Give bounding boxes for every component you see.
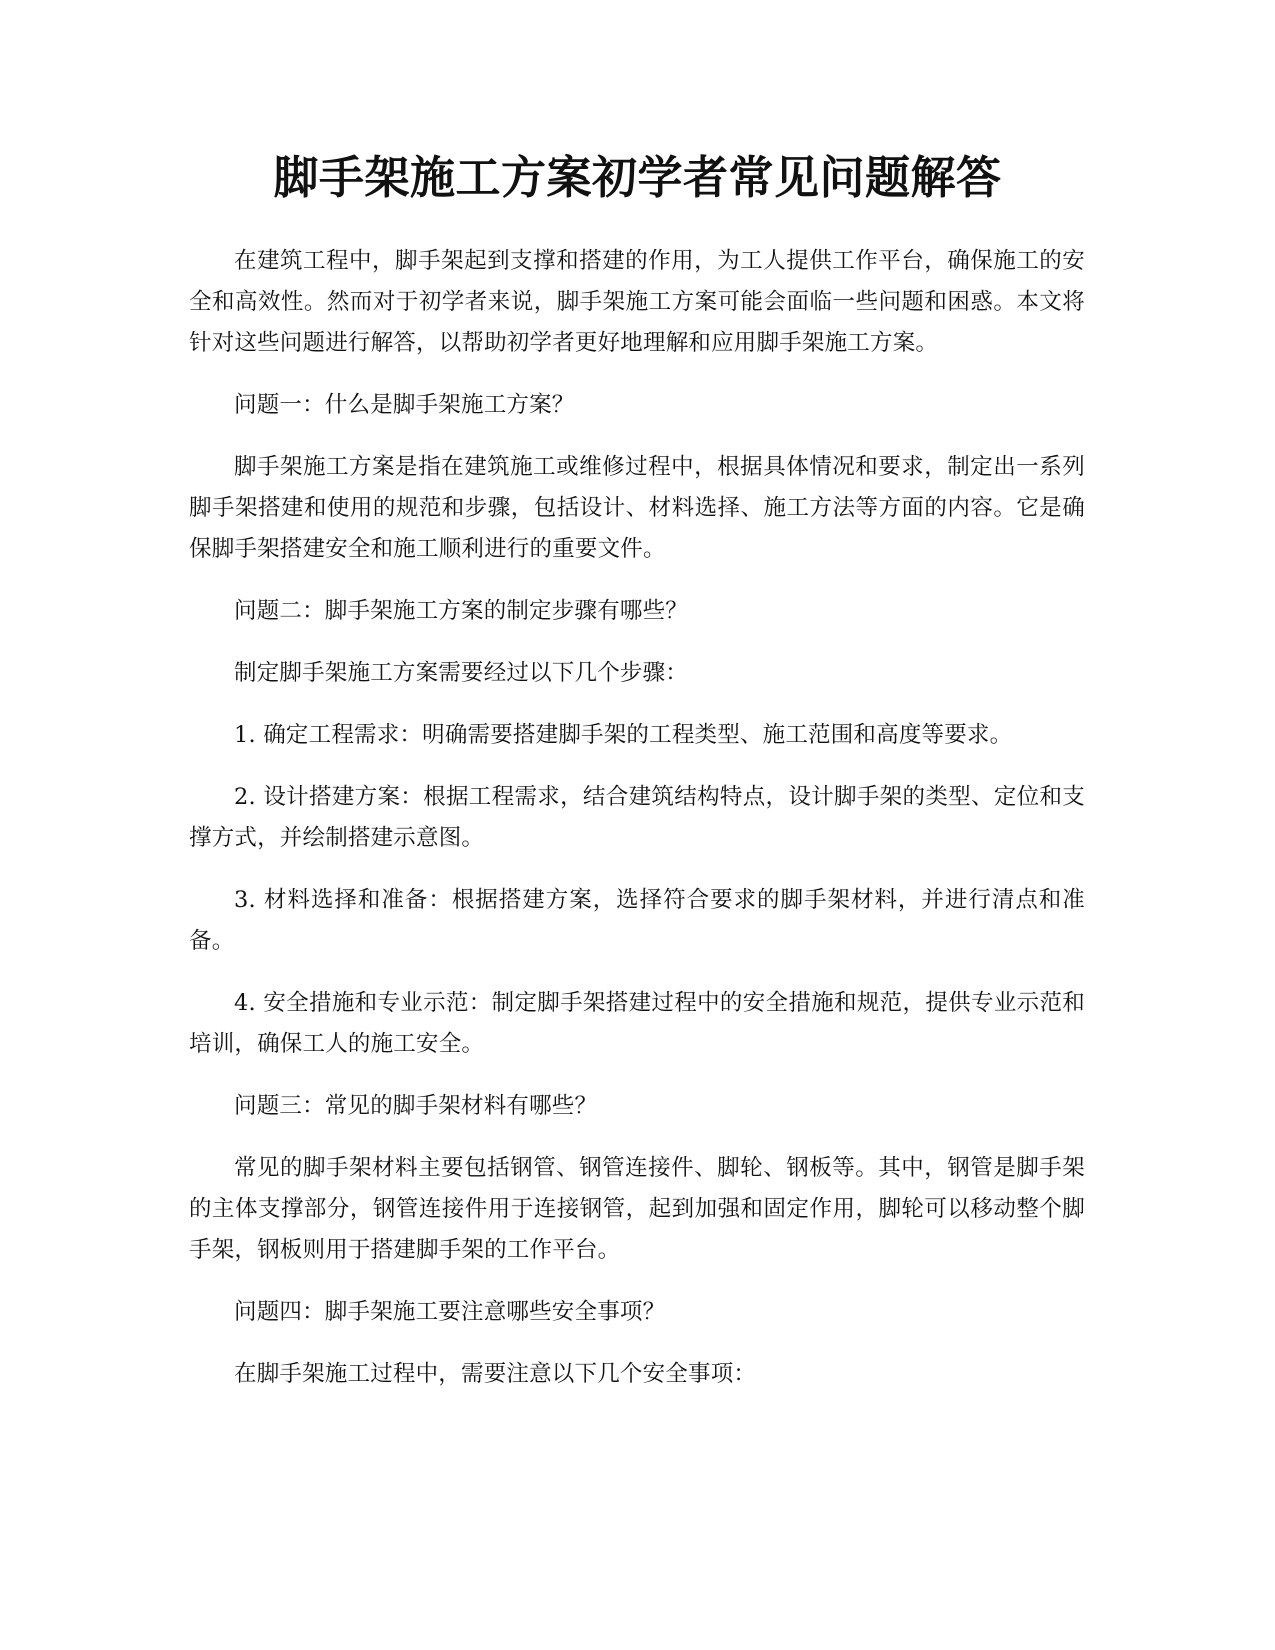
- answer-4-intro: 在脚手架施工过程中，需要注意以下几个安全事项：: [234, 1361, 757, 1387]
- answer-2-intro: 制定脚手架施工方案需要经过以下几个步骤：: [234, 660, 689, 686]
- answer-1-paragraph: 脚手架施工方案是指在建筑施工或维修过程中，根据具体情况和要求，制定出一系列脚手架搭建和使用的规范和步骤，包括设计、材料选择、施工方法等方面的内容。它是确保脚手架搭建安全和施工顺利进行的重要文件。: [189, 454, 1085, 562]
- question-2-heading: 问题二：脚手架施工方案的制定步骤有哪些？: [234, 598, 689, 624]
- document-title: 脚手架施工方案初学者常见问题解答: [273, 151, 1002, 204]
- question-3-heading: 问题三：常见的脚手架材料有哪些？: [234, 1093, 598, 1119]
- step-1-item: 1. 确定工程需求：明确需要搭建脚手架的工程类型、施工范围和高度等要求。: [234, 722, 1013, 748]
- step-4-item: 4. 安全措施和专业示范：制定脚手架搭建过程中的安全措施和规范，提供专业示范和培训，确保工人的施工安全。: [189, 990, 1085, 1057]
- step-3-item: 3. 材料选择和准备：根据搭建方案，选择符合要求的脚手架材料，并进行清点和准备。: [189, 887, 1085, 954]
- question-4-heading: 问题四：脚手架施工要注意哪些安全事项？: [234, 1299, 666, 1325]
- answer-3-paragraph: 常见的脚手架材料主要包括钢管、钢管连接件、脚轮、钢板等。其中，钢管是脚手架的主体支撑部分，钢管连接件用于连接钢管，起到加强和固定作用，脚轮可以移动整个脚手架，钢板则用于搭建脚手架的工作平台。: [189, 1155, 1085, 1263]
- document-body: [189, 241, 1085, 1416]
- intro-paragraph: 在建筑工程中，脚手架起到支撑和搭建的作用，为工人提供工作平台，确保施工的安全和高效性。然而对于初学者来说，脚手架施工方案可能会面临一些问题和困惑。本文将针对这些问题进行解答，以帮助初学者更好地理解和应用脚手架施工方案。: [189, 248, 1085, 356]
- step-2-item: 2. 设计搭建方案：根据工程需求，结合建筑结构特点，设计脚手架的类型、定位和支撑方式，并绘制搭建示意图。: [189, 784, 1085, 851]
- question-1-heading: 问题一：什么是脚手架施工方案？: [234, 392, 575, 418]
